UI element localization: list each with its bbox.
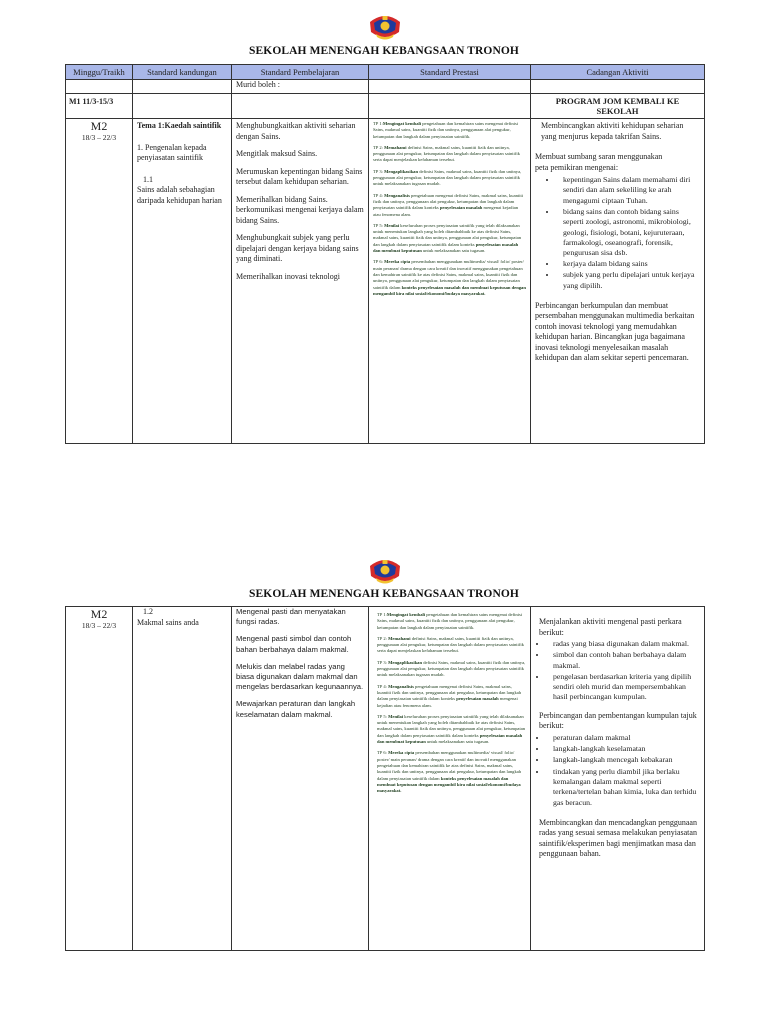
tema-title: Tema 1:Kaedah saintifik (137, 121, 222, 130)
tp-item: TP 6: Mereka cipta persembahan menggunakan multimedia/ visual/ folio/ poster/ main peranan/ drama dengan cara kreatif dan inovatif menggunakan pengetahuan dan kemahiran saintifik ke atas definisi Sains, makmal sains, kuantiti fizik dan unitnya, penggunaan alat pengukur, ketumpatan dan langkah dalam penyiasatan saintifik dalam konteks penyelesaian masalah dan membuat keputusan dengan mengambil kira nilai sosial/ekonomi/budaya masyarakat. (373, 259, 526, 296)
sp-item: Memerihalkan bidang Sains. berkomunikasi mengenai kerjaya dalam bidang Sains. (236, 194, 364, 225)
sp-item: Menghubungkaitkan aktiviti seharian dengan Sains. (236, 121, 356, 141)
list-item: • tindakan yang perlu diambil jika berlaku kemalangan dalam makmal seperti terkena/tertelan bahan kimia, luka dan terhidu gas beracun. (547, 767, 700, 808)
table-row (66, 94, 705, 119)
tp-item: TP 1:Mengingat kembali pengetahuan dan kemahiran sains mengenai definisi Sains, makmal sains, kuantiti fizik dan unitnya, penggunaan alat pengukur, ketumpatan dan langkah dalam penyiasatan saintifik. (377, 612, 523, 630)
table-header-row (66, 65, 705, 80)
header-standard-pembelajaran: Standard Pembelajaran (232, 65, 369, 80)
header-standard-kandungan: Standard kandungan (133, 65, 232, 80)
list-item: • kepentingan Sains dalam memahami diri sendiri dan alam sekeliling ke arah mengagumi ciptaan Tuhan. (557, 175, 700, 206)
activity-intro: Membincangkan aktiviti kehidupan seharian yang menjurus kepada takrifan Sains. (541, 121, 684, 141)
header-cadangan-aktiviti: Cadangan Aktiviti (531, 65, 705, 80)
table-row (66, 80, 705, 94)
sp-item: Mengitlak maksud Sains. (236, 149, 318, 158)
activity-bullet-list (547, 733, 700, 808)
tp-item: TP 2: Memahami definisi Sains, makmal sains, kuantiti fizik dan unitnya, penggunaan alat pengukur, ketumpatan dan langkah dalam penyiasatan saintifik serta dapat menjelaskan kefahaman tersebut. (373, 144, 520, 163)
header-standard-prestasi: Standard Prestasi (369, 65, 531, 80)
sp-item: Mengenal pasti simbol dan contoh bahan berbahaya dalam makmal. (236, 634, 352, 654)
page-one (0, 0, 768, 450)
table-row (66, 119, 705, 444)
tp-item: TP 6: Mereka cipta persembahan menggunakan multimedia/ visual/ folio/ poster/ main peranan/ drama dengan cara kreatif dan inovatif menggunakan pengetahuan dan kemahiran saintifik ke atas definisi Sains, makmal sains, kuantiti fizik dan unitnya, penggunaan alat pengukur, ketumpatan dan langkah dalam penyiasatan saintifik dalam konteks penyelesaian masalah dan membuat keputusan dengan mengambil kira nilai sosial/ekonomi/budaya masyarakat. (377, 750, 522, 794)
sp-item: Mengenal pasti dan menyatakan fungsi radas. (236, 607, 346, 627)
header-minggu: Minggu/Traikh (66, 65, 133, 80)
school-title: SEKOLAH MENENGAH KEBANGSAAN TRONOH (249, 588, 519, 600)
list-item: • simbol dan contoh bahan berbahaya dalam makmal. (547, 650, 700, 671)
list-item: • subjek yang perlu dipelajari untuk kerjaya yang dipilih. (557, 270, 700, 291)
activity-bullet-list (547, 639, 700, 703)
sk-number: 1.1 (143, 174, 153, 184)
school-crest-logo (366, 12, 404, 42)
sk-number: 1.2 (143, 607, 153, 616)
school-crest-logo (366, 556, 404, 586)
activity-outro: Perbincangan berkumpulan dan membuat persembahan menggunakan multimedia berkaitan contoh inovasi teknologi yang memudahkan kehidupan harian. Bincangkan juga bagaimana inovasi teknologi menyelesaikan masalah kehidupan dan alam sekitar seperti pencemaran. (535, 300, 695, 363)
tp-item: TP 4: Menganalisis pengetahuan mengenai definisi Sains, makmal sains, kuantiti fizik dan unitnya, penggunaan alat pengukur, ketumpatan dan langkah dalam penyiasatan saintifik dalam konteks penyelesaian masalah mengenai kejadian atau fenomena alam. (373, 192, 524, 217)
lesson-plan-table (65, 64, 705, 444)
sp-item: Mewajarkan peraturan dan langkah keselamatan dalam makmal. (236, 699, 356, 719)
tp-item: TP 3: Mengaplikasikan definisi Sains, makmal sains, kuantiti fizik dan unitnya, penggunaan alat pengukur, ketumpatan dan langkah dalam penyiasatan saintifik untuk melaksanakan tugasan mudah. (373, 168, 522, 187)
tp-item: TP 3: Mengaplikasikan definisi Sains, makmal sains, kuantiti fizik dan unitnya, penggunaan alat pengukur, ketumpatan dan langkah dalam penyiasatan saintifik untuk melaksanakan tugasan mudah. (377, 659, 526, 678)
week-label: M1 11/3-15/3 (66, 94, 133, 119)
list-item: • peraturan dalam makmal (547, 733, 700, 743)
week-dates: 18/3 – 22/3 (81, 621, 117, 630)
activity-outro: Membincangkan dan mencadangkan penggunaan radas yang sesuai semasa melakukan penyiasatan saintifik/eksperimen bagi menjimatkan masa dan penggunaan bahan. (539, 817, 697, 859)
school-title: SEKOLAH MENENGAH KEBANGSAAN TRONOH (249, 45, 519, 57)
murid-boleh-label: Murid boleh : (232, 80, 369, 94)
list-item: • radas yang biasa digunakan dalam makmal. (547, 639, 700, 649)
sk-item: Sains adalah sebahagian daripada kehidupan harian (137, 185, 222, 205)
week-dates: 18/3 – 22/3 (81, 133, 117, 142)
tp-item: TP 1:Mengingat kembali pengetahuan dan kemahiran sains mengenai definisi Sains, makmal sains, kuantiti fizik dan unitnya, penggunaan alat pengukur, ketumpatan dan langkah dalam penyiasatan saintifik. (373, 121, 519, 139)
activity-text: Perbincangan dan pembentangan kumpulan tajuk berikut: (539, 710, 697, 731)
week-number: M2 (90, 119, 108, 133)
sp-item: Memerihalkan inovasi teknologi (236, 271, 340, 281)
sk-item: 1. Pengenalan kepada penyiasatan saintifik (137, 142, 207, 162)
table-row (66, 607, 705, 951)
sp-item: Melukis dan melabel radas yang biasa digunakan dalam makmal dan mengelas berdasarkan kegunaannya. (236, 661, 364, 692)
activity-bullet-list (557, 175, 700, 291)
page-two (0, 540, 768, 1024)
list-item: • pengelasan berdasarkan kriteria yang dipilih sendiri oleh murid dan mempersembahkan hasil perbincangan kumpulan. (547, 672, 700, 703)
list-item: • langkah-langkah mencegah kebakaran (547, 755, 700, 765)
list-item: • langkah-langkah keselamatan (547, 744, 700, 754)
activity-text: Membuat sumbang saran menggunakan peta pemikiran mengenai: (535, 152, 663, 172)
sk-item: Makmal sains anda (137, 617, 199, 627)
list-item: • kerjaya dalam bidang sains (557, 259, 700, 269)
tp-item: TP 5: Menilai keseluruhan proses penyiasatan saintifik yang telah dilaksanakan untuk menentukan langkah yang boleh ditambahbaik ke atas definisi Sains, makmal sains, kuantiti fizik dan unitnya, penggunaan alat pengukur, ketumpatan dan langkah dalam penyiasatan saintifik dalam konteks penyelesaian masalah dan membuat keputusan untuk melaksanakan satu tugasan. (377, 713, 526, 745)
sp-item: Merumuskan kepentingan bidang Sains tersebut dalam kehidupan seharian. (236, 166, 363, 186)
week-number: M2 (90, 607, 108, 621)
sp-item: Menghubungkait subjek yang perlu dipelajari dengan kerjaya bidang sains yang diminati. (236, 233, 359, 263)
tp-item: TP 4: Menganalisis pengetahuan mengenai definisi Sains, makmal sains, kuantiti fizik dan unitnya, penggunaan alat pengukur, ketumpatan dan langkah dalam penyiasatan saintifik dalam konteks penyelesaian masalah mengenai kejadian atau fenomena alam. (377, 683, 522, 708)
program-title: PROGRAM JOM KEMBALI KE SEKOLAH (531, 94, 705, 119)
tp-item: TP 5: Menilai keseluruhan proses penyiasatan saintifik yang telah dilaksanakan untuk menentukan langkah yang boleh ditambahbaik ke atas definisi Sains, makmal sains, kuantiti fizik dan unitnya, penggunaan alat pengukur, ketumpatan dan langkah dalam penyiasatan saintifik dalam konteks penyelesaian masalah dan membuat keputusan untuk melaksanakan satu tugasan. (373, 222, 522, 254)
activity-intro: Menjalankan aktiviti mengenal pasti perkara berikut: (539, 617, 682, 637)
tp-item: TP 2: Memahami definisi Sains, makmal sains, kuantiti fizik dan unitnya, penggunaan alat pengukur, ketumpatan dan langkah dalam penyiasatan saintifik serta dapat menjelaskan kefahaman tersebut. (377, 635, 524, 654)
list-item: • bidang sains dan contoh bidang sains seperti zoologi, astronomi, mikrobiologi, geologi, fisiologi, botani, kejuruteraan, farmakologi, oseanografi, forensik, pengurusan sisa dsb. (557, 207, 700, 259)
lesson-plan-table (65, 606, 705, 951)
